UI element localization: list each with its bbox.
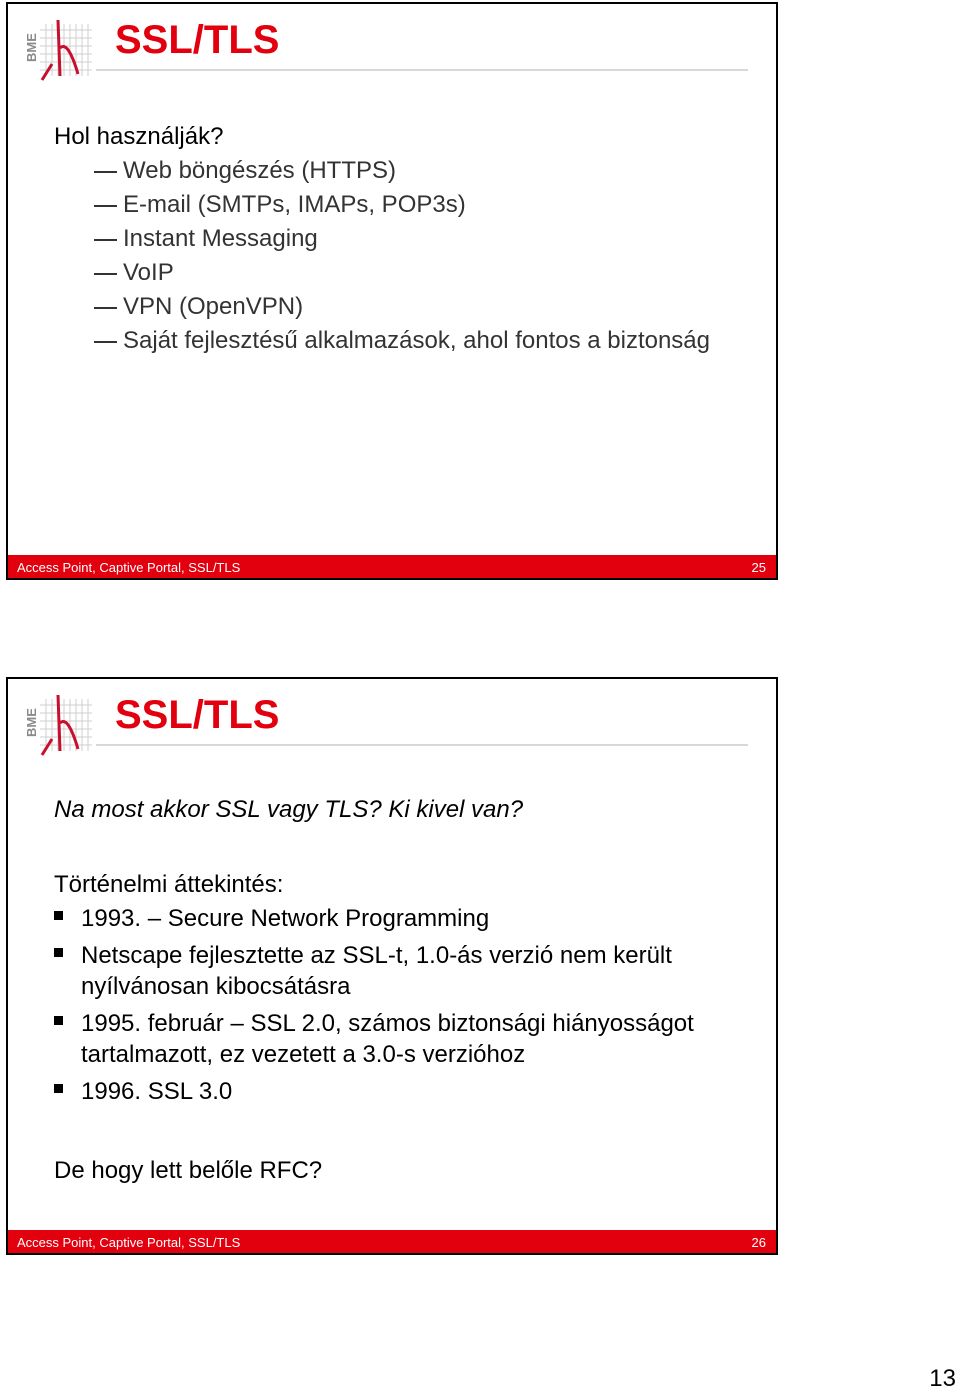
slide-footer <box>8 555 776 578</box>
dash-bullet-icon <box>94 341 117 343</box>
history-list <box>54 903 754 1113</box>
list-item: E-mail (SMTPs, IMAPs, POP3s) <box>94 188 710 222</box>
dash-bullet-icon <box>94 239 117 241</box>
slide-question: Hol használják? <box>54 123 224 150</box>
list-item: 1995. február – SSL 2.0, számos biztonsági hiányosságot tartalmazott, ez vezetett a 3.0-s verzióhoz <box>54 1008 754 1070</box>
list-item: 1996. SSL 3.0 <box>54 1076 754 1107</box>
list-item: Instant Messaging <box>94 222 710 256</box>
slide-25 <box>6 2 778 580</box>
bme-logo <box>22 14 94 86</box>
title-divider <box>96 744 748 746</box>
svg-text:BME: BME <box>24 33 39 62</box>
dash-bullet-icon <box>94 171 117 173</box>
dash-bullet-icon <box>94 273 117 275</box>
square-bullet-icon <box>54 948 63 957</box>
svg-text:BME: BME <box>24 708 39 737</box>
page-number: 13 <box>929 1365 956 1392</box>
square-bullet-icon <box>54 911 63 920</box>
square-bullet-icon <box>54 1016 63 1025</box>
closing-question: De hogy lett belőle RFC? <box>54 1157 323 1184</box>
slide-number: 25 <box>751 560 766 575</box>
list-item: VPN (OpenVPN) <box>94 290 710 324</box>
list-item: Web böngészés (HTTPS) <box>94 154 710 188</box>
list-item: Netscape fejlesztette az SSL-t, 1.0-ás verzió nem került nyílvánosan kibocsátásra <box>54 940 754 1002</box>
list-item: Saját fejlesztésű alkalmazások, ahol fontos a biztonság <box>94 324 710 358</box>
slide-footer <box>8 1230 776 1253</box>
footer-title: Access Point, Captive Portal, SSL/TLS <box>17 1235 241 1250</box>
slide-26 <box>6 677 778 1255</box>
bme-logo <box>22 689 94 761</box>
section-label: Történelmi áttekintés: <box>54 871 284 898</box>
title-divider <box>96 69 748 71</box>
slide-number: 26 <box>751 1235 766 1250</box>
usage-list <box>94 154 710 358</box>
slide-question: Na most akkor SSL vagy TLS? Ki kivel van? <box>54 796 524 823</box>
slide-title: SSL/TLS <box>115 18 280 62</box>
slide-title: SSL/TLS <box>115 693 280 737</box>
dash-bullet-icon <box>94 205 117 207</box>
footer-title: Access Point, Captive Portal, SSL/TLS <box>17 560 241 575</box>
dash-bullet-icon <box>94 307 117 309</box>
list-item: 1993. – Secure Network Programming <box>54 903 754 934</box>
list-item: VoIP <box>94 256 710 290</box>
square-bullet-icon <box>54 1084 63 1093</box>
